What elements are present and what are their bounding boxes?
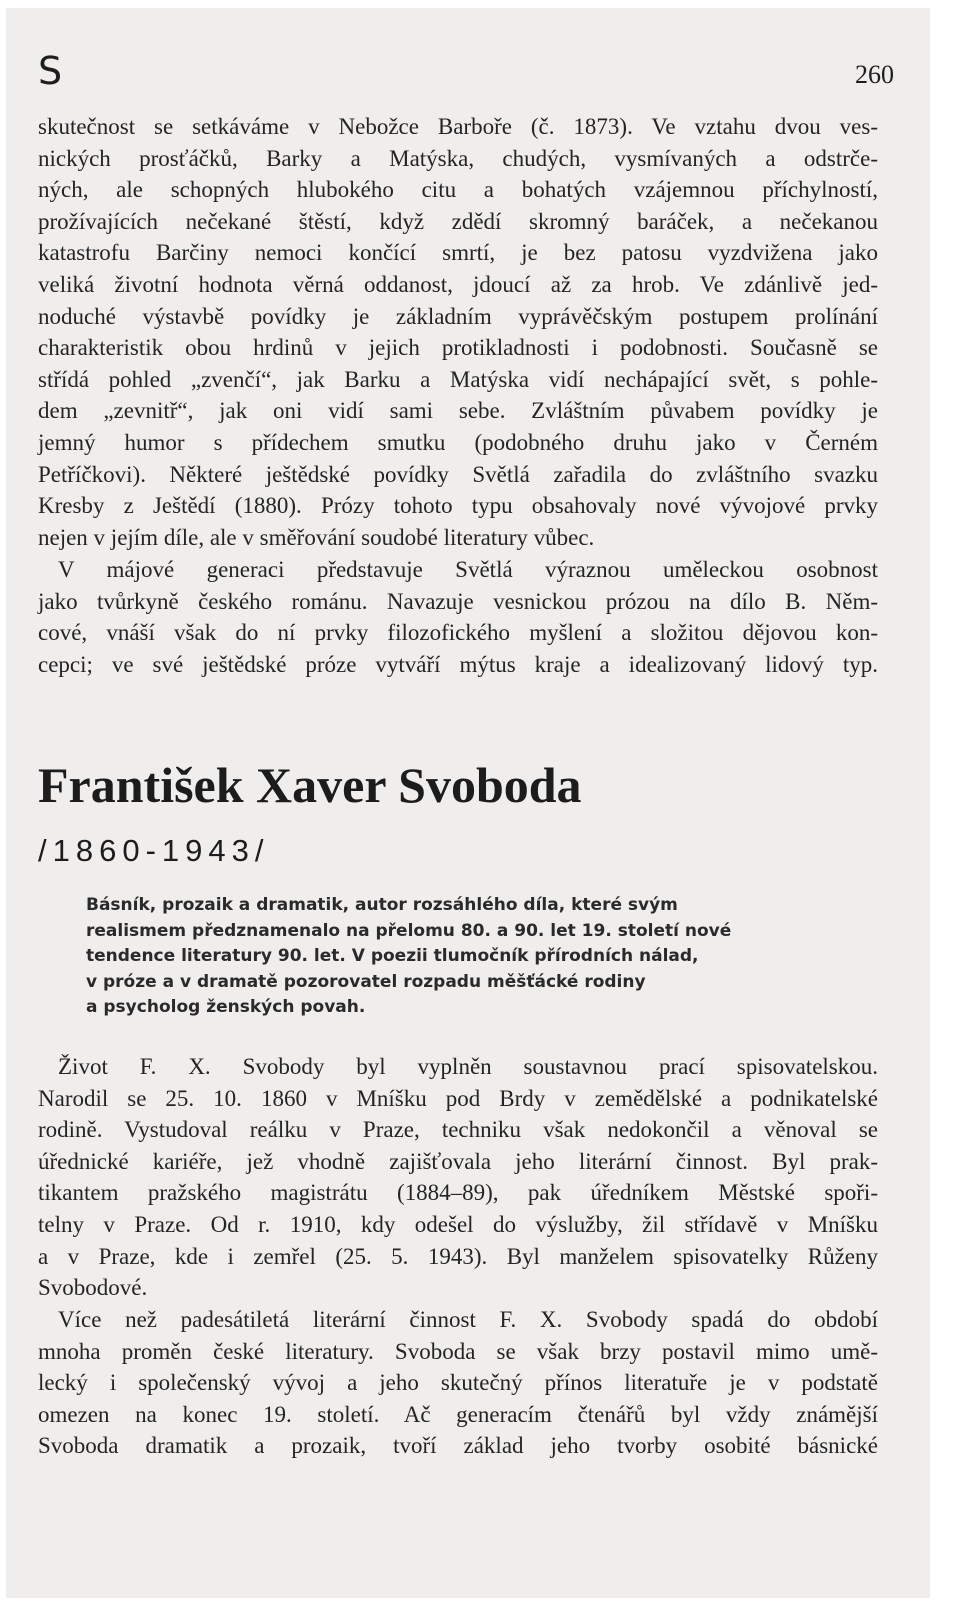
text-line: prožívajících nečekané štěstí, když zdědí skromný baráček, a nečekanou	[38, 208, 878, 234]
text-line: nejen v jejím díle, ale v směřování soudobé literatury vůbec.	[38, 524, 595, 550]
article-title: František Xaver Svoboda	[38, 757, 582, 813]
text-line: omezen na konec 19. století. Ač generacím čtenářů byl vždy známější	[38, 1401, 878, 1427]
majove-generation-paragraph	[38, 554, 878, 680]
literary-works-paragraph	[38, 1304, 878, 1462]
text-line: lecký i společenský vývoj a jeho skutečný přínos literatuře je v podstatě	[38, 1370, 878, 1396]
section-letter: S	[38, 49, 63, 93]
continuation-paragraph	[38, 111, 878, 553]
running-head	[38, 49, 894, 102]
book-page	[6, 8, 930, 1598]
text-line: veliká životní hodnota věrná oddanost, jdoucí až za hrob. Ve zdánlivě jed-	[38, 271, 878, 297]
text-line: V májové generaci představuje Světlá výraznou uměleckou osobnost	[58, 557, 878, 582]
text-line: cepci; ve své ještědské próze vytváří mýtus kraje a idealizovaný lidový typ.	[38, 651, 878, 677]
text-line: rodině. Vystudoval reálku v Praze, techniku však nedokončil a věnoval se	[38, 1117, 878, 1143]
text-line: cové, vnáší však do ní prvky filozofického myšlení a složitou dějovou kon-	[38, 620, 878, 646]
abstract-line: a psycholog ženských povah.	[86, 997, 366, 1018]
text-line: Více než padesátiletá literární činnost F. X. Svobody spadá do období	[58, 1307, 878, 1332]
text-line: mnoha proměn české literatury. Svoboda se však brzy postavil mimo umě-	[38, 1338, 878, 1364]
page-number: 260	[855, 60, 894, 89]
text-line: katastrofu Barčiny nemoci končící smrtí, je bez patosu vyzdvižena jako	[38, 240, 878, 266]
text-line: skutečnost se setkáváme v Nebožce Barboře (č. 1873). Ve vztahu dvou ves-	[38, 114, 878, 139]
text-line: Svoboda dramatik a prozaik, tvoří základ jeho tvorby osobité básnické	[38, 1433, 878, 1459]
text-line: Kresby z Ještědí (1880). Prózy tohoto typu obsahovaly nové vývojové prvky	[38, 493, 878, 519]
abstract-line: Básník, prozaik a dramatik, autor rozsáhlého díla, které svým	[86, 895, 678, 915]
text-line: dem „zevnitř“, jak oni vidí sami sebe. Zvláštním půvabem povídky je	[38, 398, 878, 424]
text-line: Narodil se 25. 10. 1860 v Mníšku pod Brdy v zemědělské a podnikatelské	[38, 1085, 878, 1111]
text-line: noduché výstavbě povídky je základním vyprávěčským postupem prolínání	[38, 303, 878, 329]
abstract-line: tendence literatury 90. let. V poezii tlumočník přírodních nálad,	[86, 946, 699, 967]
text-line: charakteristik obou hrdinů v jejich protikladnosti i podobnosti. Současně se	[38, 335, 878, 361]
text-line: Svobodové.	[38, 1275, 148, 1301]
text-line: Život F. X. Svobody byl vyplněn soustavnou prací spisovatelskou.	[58, 1054, 878, 1079]
article-dates: /1860-1943/	[38, 833, 270, 868]
text-line: úřednické kariéře, jež vhodně zajišťovala jeho literární činnost. Byl prak-	[38, 1148, 878, 1174]
article-abstract	[86, 893, 866, 1021]
text-line: střídá pohled „zvenčí“, jak Barku a Matýska vidí nechápající svět, s pohle-	[38, 366, 878, 392]
text-line: jemný humor s přídechem smutku (podobného druhu jako v Černém	[38, 429, 878, 455]
text-line: Petříčkovi). Některé ještědské povídky Světlá zařadila do zvláštního svazku	[38, 461, 878, 487]
abstract-line: v próze a v dramatě pozorovatel rozpadu měšťácké rodiny	[86, 971, 646, 992]
text-line: nických prosťáčků, Barky a Matýska, chudých, vysmívaných a odstrče-	[38, 145, 878, 171]
abstract-line: realismem předznamenalo na přelomu 80. a 90. let 19. století nové	[86, 920, 732, 941]
text-line: a v Praze, kde i zemřel (25. 5. 1943). Byl manželem spisovatelky Růženy	[38, 1243, 878, 1269]
biography-paragraph	[38, 1051, 878, 1304]
text-line: ných, ale schopných hlubokého citu a bohatých vzájemnou příchylností,	[38, 177, 878, 203]
text-line: jako tvůrkyně českého románu. Navazuje vesnickou prózou na dílo B. Něm-	[38, 588, 878, 614]
text-line: tikantem pražského magistrátu (1884–89), pak úředníkem Městské spoři-	[38, 1180, 878, 1206]
text-line: telny v Praze. Od r. 1910, kdy odešel do výslužby, žil střídavě v Mníšku	[38, 1211, 878, 1237]
